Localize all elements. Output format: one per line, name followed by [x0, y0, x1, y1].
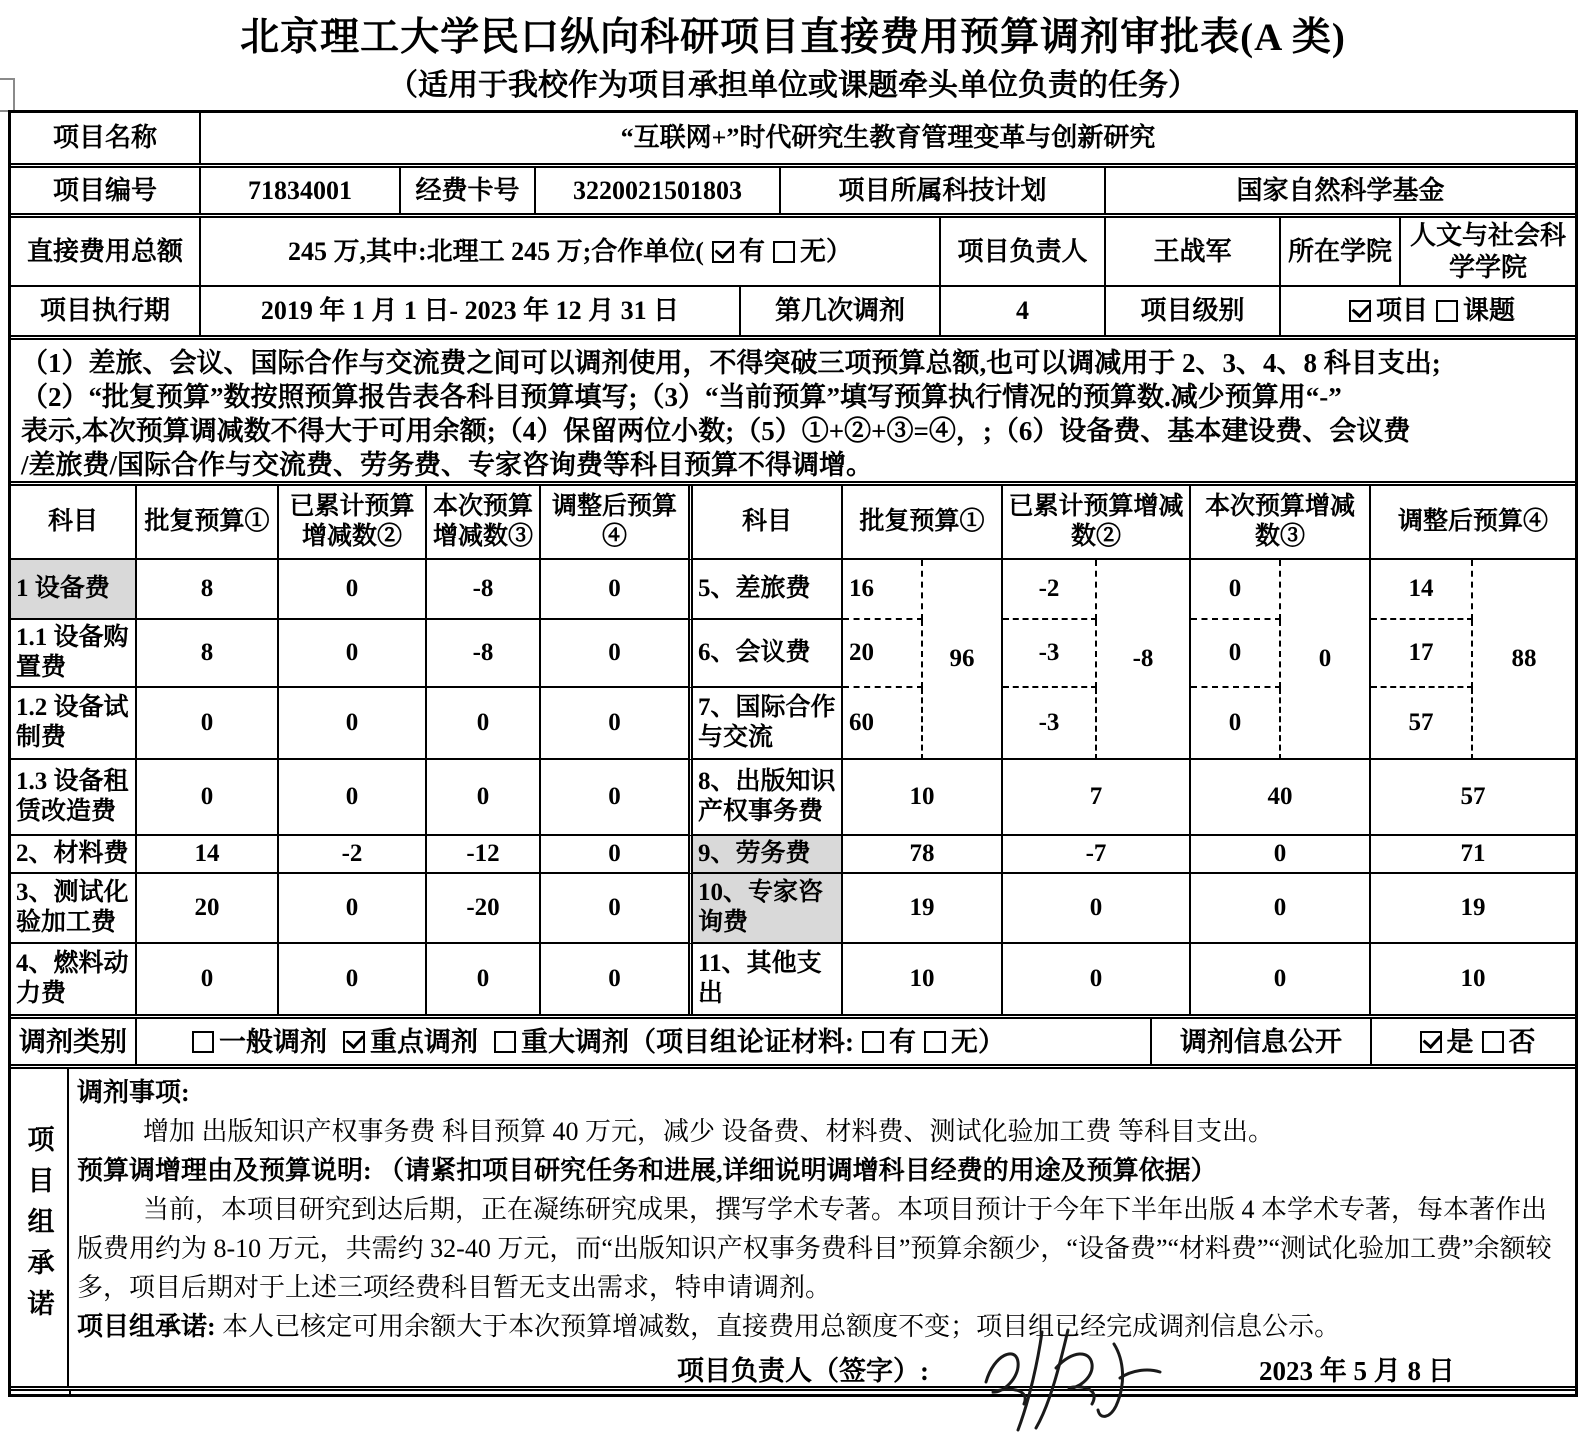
- budget-cell: 0: [279, 760, 427, 836]
- budget-cell: 57: [1371, 688, 1473, 760]
- checkbox-unchecked-icon: [1436, 300, 1458, 322]
- budget-cell: 0: [427, 760, 541, 836]
- budget-cell: 0: [137, 688, 279, 760]
- category-opt-general: 一般调剂: [219, 1026, 327, 1057]
- budget-cell: -2: [279, 836, 427, 874]
- budget-cell: 8: [137, 560, 279, 620]
- promise-text: 本人已核定可用余额大于本次预算增减数，直接费用总额度不变；项目组已经完成调剂信息公示。: [222, 1312, 1341, 1341]
- budget-cell: 0: [279, 620, 427, 688]
- reason-title: 预算调增理由及预算说明: （请紧扣项目研究任务和进展,详细说明调增科目经费的用途及预算依据）: [77, 1156, 1217, 1185]
- matter-title: 调剂事项:: [77, 1078, 190, 1107]
- budget-cell: 7: [1003, 760, 1191, 836]
- matter-text: 增加 出版知识产权事务费 科目预算 40 万元，减少 设备费、材料费、测试化验加工费 等科目支出。: [143, 1117, 1275, 1146]
- budget-cell: 57: [1371, 760, 1575, 836]
- budget-cell: 8: [137, 620, 279, 688]
- project-number-row: [11, 163, 1575, 213]
- budget-cell: -20: [427, 874, 541, 944]
- category-opt-major: 重大调剂: [521, 1026, 629, 1057]
- budget-subject: 3、测试化验加工费: [11, 874, 137, 944]
- project-name-label: 项目名称: [11, 113, 201, 163]
- budget-cell: 14: [1371, 560, 1473, 620]
- budget-cell: 60: [843, 688, 923, 760]
- coop-yes-label: 有: [738, 236, 765, 266]
- budget-cell: 0: [279, 874, 427, 944]
- instructions-line: （2）“批复预算”数按照预算报告表各科目预算填写;（3）“当前预算”填写预算执行情况的预算数.减少预算用“-”: [21, 382, 1342, 412]
- budget-cell: 0: [1191, 836, 1371, 874]
- project-number-label: 项目编号: [11, 168, 201, 213]
- signature-row: [77, 1352, 1565, 1391]
- publicity-label: 调剂信息公开: [1152, 1019, 1372, 1064]
- instructions-block: [11, 335, 1575, 481]
- budget-cell: 0: [541, 560, 693, 620]
- checkbox-unchecked-icon: [924, 1031, 946, 1053]
- adjust-category-label: 调剂类别: [11, 1019, 137, 1064]
- fund-card-value: 3220021501803: [536, 168, 781, 213]
- budget-cell: 0: [137, 944, 279, 1014]
- budget-cell: 10: [843, 944, 1003, 1014]
- budget-cell: 19: [843, 874, 1003, 944]
- budget-subject: 1.3 设备租赁改造费: [11, 760, 137, 836]
- budget-cell: 0: [541, 760, 693, 836]
- plan-label: 项目所属科技计划: [781, 168, 1106, 213]
- project-number-value: 71834001: [201, 168, 401, 213]
- budget-cell: 0: [1191, 944, 1371, 1014]
- budget-subject: 1.1 设备购置费: [11, 620, 137, 688]
- signature-label: 项目负责人（签字）:: [677, 1356, 929, 1386]
- budget-subject: 1.2 设备试制费: [11, 688, 137, 760]
- project-name-value: “互联网+”时代研究生教育管理变革与创新研究: [620, 123, 1156, 152]
- budget-header: 科目: [11, 486, 137, 560]
- budget-cell: 0: [541, 836, 693, 874]
- budget-cell: 0: [1003, 944, 1191, 1014]
- budget-cell: 0: [541, 688, 693, 760]
- budget-merged-cell: 0: [1281, 560, 1371, 760]
- promise-title: 项目组承诺:: [77, 1312, 223, 1341]
- budget-header: 调整后预算④: [541, 486, 693, 560]
- instructions-line: /差旅费/国际合作与交流费、劳务费、专家咨询费等科目预算不得调增。: [21, 450, 874, 480]
- plan-value: 国家自然科学基金: [1236, 175, 1445, 205]
- signature-date: 2023 年 5 月 8 日: [1259, 1356, 1455, 1386]
- publicity-no: 否: [1508, 1026, 1536, 1057]
- instructions-line: （1）差旅、会议、国际合作与交流费之间可以调剂使用，不得突破三项预算总额,也可以调减用于 2、3、4、8 科目支出;: [21, 348, 1441, 378]
- category-opt-key: 重点调剂: [370, 1026, 478, 1057]
- budget-header: 批复预算①: [843, 486, 1003, 560]
- adjust-times-value: 4: [941, 287, 1106, 335]
- leader-value: 王战军: [1106, 218, 1281, 285]
- budget-subject: 5、差旅费: [693, 560, 843, 620]
- budget-cell: -8: [427, 620, 541, 688]
- period-row: [11, 285, 1575, 335]
- school-value: 人文与社会科学学院: [1409, 220, 1566, 282]
- budget-cell: 0: [427, 688, 541, 760]
- commitment-side-column: [11, 1069, 69, 1386]
- budget-subject: 7、国际合作与交流: [693, 688, 843, 760]
- budget-cell: 40: [1191, 760, 1371, 836]
- budget-subject: 8、出版知识产权事务费: [693, 760, 843, 836]
- adjust-category-options: [137, 1019, 1152, 1064]
- budget-cell: -3: [1003, 688, 1097, 760]
- adjust-times-label: 第几次调剂: [741, 287, 941, 335]
- direct-cost-row: [11, 213, 1575, 285]
- budget-cell: -2: [1003, 560, 1097, 620]
- budget-merged-cell: 96: [923, 560, 1003, 760]
- commitment-side-label: 项目组承诺: [23, 1125, 54, 1330]
- checkbox-checked-icon: [1420, 1031, 1442, 1053]
- period-label: 项目执行期: [11, 287, 201, 335]
- publicity-value: [1372, 1019, 1575, 1064]
- checkbox-checked-icon: [343, 1031, 365, 1053]
- budget-subject: 11、其他支出: [693, 944, 843, 1014]
- budget-table: [11, 481, 1575, 1014]
- direct-cost-label: 直接费用总额: [11, 218, 201, 285]
- budget-cell: 0: [279, 560, 427, 620]
- budget-cell: 20: [843, 620, 923, 688]
- budget-cell: 0: [427, 944, 541, 1014]
- fund-card-label: 经费卡号: [401, 168, 536, 213]
- direct-cost-value: [201, 218, 941, 285]
- budget-subject: 9、劳务费: [693, 836, 843, 874]
- level-value: [1281, 287, 1575, 335]
- budget-cell: 0: [1191, 688, 1281, 760]
- budget-merged-cell: -8: [1097, 560, 1191, 760]
- checkbox-checked-icon: [1349, 300, 1371, 322]
- publicity-yes: 是: [1446, 1026, 1474, 1057]
- period-value: 2019 年 1 月 1 日- 2023 年 12 月 31 日: [201, 287, 741, 335]
- budget-subject: 4、燃料动力费: [11, 944, 137, 1014]
- budget-cell: -3: [1003, 620, 1097, 688]
- budget-cell: 78: [843, 836, 1003, 874]
- level-opt1: 项目: [1375, 296, 1428, 325]
- budget-cell: -8: [427, 560, 541, 620]
- level-opt2: 课题: [1463, 296, 1516, 325]
- budget-cell: 0: [1003, 874, 1191, 944]
- reason-text: 当前，本项目研究到达后期，正在凝练研究成果，撰写学术专著。本项目预计于今年下半年出版 4 本学术专著，每本著作出版费用约为 8-10 万元，共需约 32-40 万元，而“出版知识产权事务费科目”预算余额少，“设备费”“材料费”“测试化验加工费”余额较多，项目后期对于上述三项经费科目暂无支出需求，特申请调剂。: [77, 1195, 1552, 1302]
- direct-cost-text: 245 万,其中:北理工 245 万;合作单位(: [287, 236, 704, 266]
- budget-cell: 10: [1460, 965, 1486, 992]
- instructions-line: 表示,本次预算调减数不得大于可用余额;（4）保留两位小数;（5）①+②+③=④，;（6）设备费、基本建设费、会议费: [21, 416, 1411, 446]
- budget-header: 科目: [693, 486, 843, 560]
- budget-subject: 2、材料费: [11, 836, 137, 874]
- handwritten-signature: [972, 1320, 1182, 1432]
- materials-prefix: （项目组论证材料:: [629, 1026, 854, 1057]
- budget-cell: 0: [1191, 560, 1281, 620]
- budget-merged-cell: 88: [1473, 560, 1575, 760]
- school-label: 所在学院: [1281, 218, 1401, 285]
- page-title: 北京理工大学民口纵向科研项目直接费用预算调剂审批表(A 类): [240, 16, 1346, 59]
- project-name-row: [11, 113, 1575, 163]
- budget-cell: 0: [1191, 620, 1281, 688]
- budget-cell: 0: [279, 688, 427, 760]
- checkbox-checked-icon: [712, 241, 734, 263]
- commitment-section: [11, 1064, 1575, 1386]
- budget-cell: 20: [137, 874, 279, 944]
- scan-edge-artifact: [0, 78, 15, 112]
- promise-line: [77, 1307, 1565, 1346]
- materials-no: 无）: [951, 1026, 1005, 1057]
- budget-cell: 16: [843, 560, 923, 620]
- coop-no-label: 无）: [799, 236, 852, 266]
- leader-label: 项目负责人: [941, 218, 1106, 285]
- next-section-side-column: [11, 1391, 71, 1394]
- budget-cell: 0: [279, 944, 427, 1014]
- budget-cell: -12: [427, 836, 541, 874]
- materials-yes: 有: [889, 1026, 916, 1057]
- budget-cell: 19: [1371, 874, 1575, 944]
- budget-cell: 10: [843, 760, 1003, 836]
- checkbox-unchecked-icon: [192, 1031, 214, 1053]
- page-subtitle: （适用于我校作为项目承担单位或课题牵头单位负责的任务）: [388, 69, 1198, 102]
- budget-header: 已累计预算增减数②: [1003, 486, 1191, 560]
- budget-cell: 71: [1371, 836, 1575, 874]
- budget-header: 批复预算①: [137, 486, 279, 560]
- budget-cell: -7: [1003, 836, 1191, 874]
- budget-subject: 6、会议费: [693, 620, 843, 688]
- budget-subject: 10、专家咨询费: [693, 874, 843, 944]
- budget-cell: 17: [1371, 620, 1473, 688]
- adjust-category-row: [11, 1014, 1575, 1064]
- budget-header: 调整后预算④: [1371, 486, 1575, 560]
- form-table: [8, 110, 1578, 1397]
- budget-header: 本次预算增减数③: [427, 486, 541, 560]
- checkbox-unchecked-icon: [773, 241, 795, 263]
- budget-subject: 1 设备费: [11, 560, 137, 620]
- checkbox-unchecked-icon: [1482, 1031, 1504, 1053]
- budget-cell: 0: [1191, 874, 1371, 944]
- budget-cell: 0: [541, 874, 693, 944]
- budget-header: 本次预算增减数③: [1191, 486, 1371, 560]
- budget-cell: 0: [137, 760, 279, 836]
- checkbox-unchecked-icon: [862, 1031, 884, 1053]
- commitment-content: [69, 1069, 1575, 1386]
- budget-header: 已累计预算增减数②: [279, 486, 427, 560]
- budget-cell: 0: [541, 944, 693, 1014]
- checkbox-unchecked-icon: [494, 1031, 516, 1053]
- level-label: 项目级别: [1106, 287, 1281, 335]
- budget-cell: 14: [137, 836, 279, 874]
- budget-cell: 0: [541, 620, 693, 688]
